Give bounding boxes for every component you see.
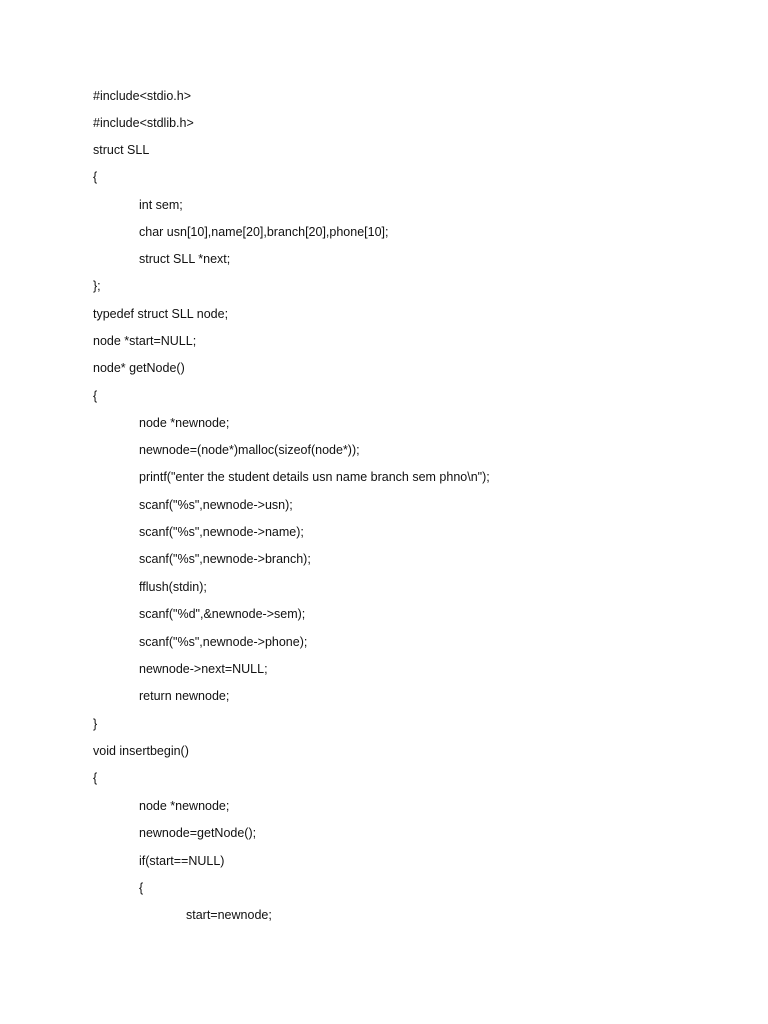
code-line-start-assign: start=newnode;	[186, 908, 272, 922]
code-line-scanf-usn: scanf("%s",newnode->usn);	[139, 498, 293, 512]
code-line-newnode-decl: node *newnode;	[139, 799, 230, 813]
code-line-insertbegin-sig: void insertbegin()	[93, 744, 189, 758]
code-line-scanf-phone: scanf("%s",newnode->phone);	[139, 635, 308, 649]
code-line-include-stdlib: #include<stdlib.h>	[93, 116, 194, 130]
code-line-field-sem: int sem;	[139, 198, 183, 212]
code-line-scanf-name: scanf("%s",newnode->name);	[139, 525, 304, 539]
code-line-open-brace: {	[139, 881, 144, 895]
code-line-fflush: fflush(stdin);	[139, 580, 207, 594]
code-line-start-decl: node *start=NULL;	[93, 334, 197, 348]
code-line-close-brace: }	[93, 717, 98, 731]
code-line-printf: printf("enter the student details usn name branch sem phno\n");	[139, 470, 490, 484]
code-line-next-null: newnode->next=NULL;	[139, 662, 268, 676]
code-line-typedef: typedef struct SLL node;	[93, 307, 229, 321]
code-line-include-stdio: #include<stdio.h>	[93, 89, 191, 103]
code-line-getnode-sig: node* getNode()	[93, 361, 185, 375]
code-line-scanf-sem: scanf("%d",&newnode->sem);	[139, 607, 306, 621]
code-line-newnode-decl: node *newnode;	[139, 416, 230, 430]
code-line-struct-decl: struct SLL	[93, 143, 150, 157]
code-line-getnode-call: newnode=getNode();	[139, 826, 257, 840]
code-line-return: return newnode;	[139, 689, 230, 703]
code-line-struct-close: };	[93, 279, 101, 293]
code-line-open-brace: {	[93, 389, 98, 403]
code-line-scanf-branch: scanf("%s",newnode->branch);	[139, 552, 311, 566]
code-line-if-start-null: if(start==NULL)	[139, 854, 225, 868]
code-line-field-next: struct SLL *next;	[139, 252, 231, 266]
code-line-field-strings: char usn[10],name[20],branch[20],phone[10];	[139, 225, 389, 239]
code-line-open-brace: {	[93, 170, 98, 184]
code-line-malloc: newnode=(node*)malloc(sizeof(node*));	[139, 443, 360, 457]
code-line-open-brace: {	[93, 771, 98, 785]
